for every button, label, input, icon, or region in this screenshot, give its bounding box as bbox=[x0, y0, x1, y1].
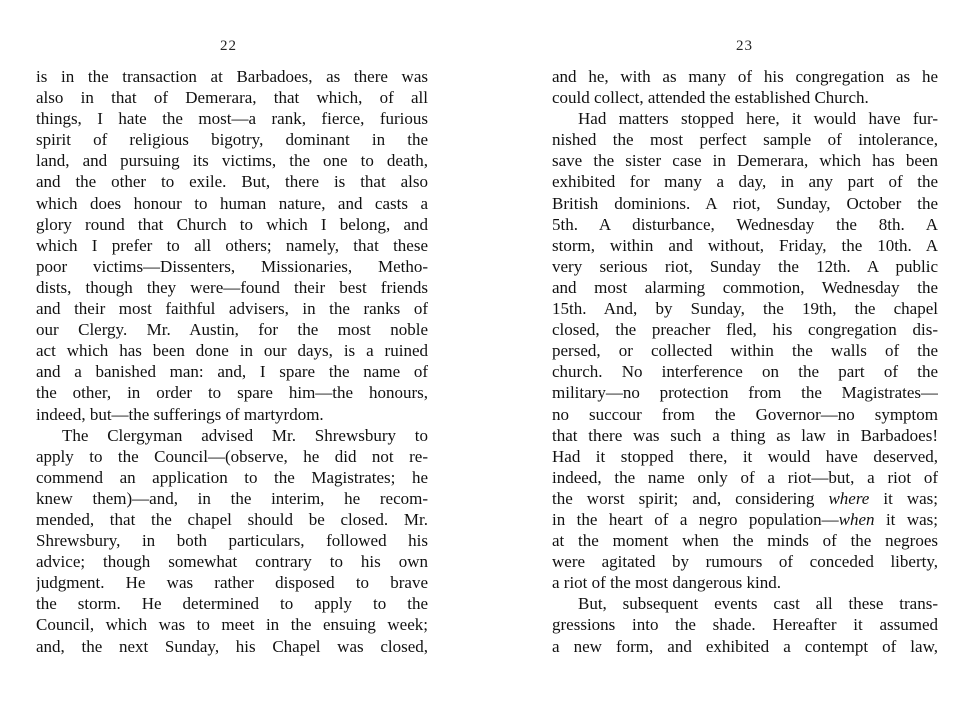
page-number-left: 22 bbox=[220, 38, 237, 54]
text-line: military—no protection from the Magistrates— bbox=[552, 383, 938, 403]
text-line: also in that of Demerara, that which, of all bbox=[36, 88, 428, 108]
text-line: church. No interference on the part of the bbox=[552, 362, 938, 382]
text-line: indeed, the name only of a riot—but, a riot of bbox=[552, 467, 938, 487]
text-line: knew them)—and, in the interim, he recom- bbox=[36, 488, 428, 508]
text-line: and their most faithful advisers, in the ranks of bbox=[36, 299, 428, 319]
text-line: poor victims—Dissenters, Missionaries, Metho- bbox=[36, 256, 428, 276]
text-line: exhibited for many a day, in any part of the bbox=[552, 172, 938, 192]
text-line: commend an application to the Magistrates; he bbox=[36, 467, 428, 487]
text-line: land, and pursuing its victims, the one to death, bbox=[36, 151, 428, 171]
text-line: our Clergy. Mr. Austin, for the most noble bbox=[36, 320, 428, 340]
text-line: indeed, but—the sufferings of martyrdom. bbox=[36, 404, 324, 424]
text-line: were agitated by rumours of conceded liberty, bbox=[552, 552, 938, 572]
text-line: no succour from the Governor—no symptom bbox=[552, 404, 938, 424]
text-line: act which has been done in our days, is a ruined bbox=[36, 341, 428, 361]
text-line: save the sister case in Demerara, which has been bbox=[552, 151, 938, 171]
right-page bbox=[490, 0, 980, 704]
text-line: the storm. He determined to apply to the bbox=[36, 594, 428, 614]
text-line: storm, within and without, Friday, the 10th. A bbox=[552, 235, 938, 255]
text-line: and the other to exile. But, there is that also bbox=[36, 172, 428, 192]
text-line: could collect, attended the established Church. bbox=[552, 88, 869, 108]
text-line: The Clergyman advised Mr. Shrewsbury to bbox=[62, 425, 428, 445]
text-line: which I prefer to all others; namely, that these bbox=[36, 235, 428, 255]
text-line: a new form, and exhibited a contempt of law, bbox=[552, 636, 938, 656]
text-line: Shrewsbury, in both particulars, followed his bbox=[36, 531, 428, 551]
text-line: But, subsequent events cast all these trans- bbox=[578, 594, 938, 614]
text-line: gressions into the shade. Hereafter it assumed bbox=[552, 615, 938, 635]
text-line: is in the transaction at Barbadoes, as there was bbox=[36, 67, 428, 86]
text-line: which does honour to human nature, and casts a bbox=[36, 193, 428, 213]
text-line: persed, or collected within the walls of the bbox=[552, 341, 938, 361]
text-line: British dominions. A riot, Sunday, October the bbox=[552, 193, 938, 213]
text-line: closed, the preacher fled, his congregation dis- bbox=[552, 320, 938, 340]
text-line: and he, with as many of his congregation as he bbox=[552, 67, 938, 86]
text-line: and most alarming commotion, Wednesday the bbox=[552, 277, 938, 297]
text-line: apply to the Council—(observe, he did not re- bbox=[36, 446, 428, 466]
text-line: Had matters stopped here, it would have fur- bbox=[578, 109, 938, 129]
text-line: advice; though somewhat contrary to his own bbox=[36, 552, 428, 572]
text-line: a riot of the most dangerous kind. bbox=[552, 573, 781, 593]
text-line: judgment. He was rather disposed to brave bbox=[36, 573, 428, 593]
text-line: and a banished man: and, I spare the name of bbox=[36, 362, 428, 382]
text-line: glory round that Church to which I belong, and bbox=[36, 214, 428, 234]
text-line: Council, which was to meet in the ensuing week; bbox=[36, 615, 428, 635]
text-line: and, the next Sunday, his Chapel was closed, bbox=[36, 636, 428, 656]
text-line: nished the most perfect sample of intolerance, bbox=[552, 130, 938, 150]
text-line: at the moment when the minds of the negroes bbox=[552, 531, 938, 551]
text-line: the other, in order to spare him—the honours, bbox=[36, 383, 428, 403]
text-line: the worst spirit; and, considering where it was; bbox=[552, 488, 938, 508]
text-line: mended, that the chapel should be closed. Mr. bbox=[36, 509, 428, 529]
text-line: that there was such a thing as law in Barbadoes! bbox=[552, 425, 938, 445]
text-line: things, I hate the most—a rank, fierce, furious bbox=[36, 109, 428, 129]
page-number-right: 23 bbox=[736, 38, 753, 54]
text-line: Had it stopped there, it would have deserved, bbox=[552, 446, 938, 466]
text-line: 15th. And, by Sunday, the 19th, the chapel bbox=[552, 299, 938, 319]
text-line: 5th. A disturbance, Wednesday the 8th. A bbox=[552, 214, 938, 234]
text-line: spirit of religious bigotry, dominant in the bbox=[36, 130, 428, 150]
text-line: in the heart of a negro population—when it was; bbox=[552, 509, 938, 529]
text-line: very serious riot, Sunday the 12th. A public bbox=[552, 256, 938, 276]
text-line: dists, though they were—found their best friends bbox=[36, 277, 428, 297]
right-page-text bbox=[552, 66, 938, 657]
left-page-text bbox=[36, 66, 428, 657]
